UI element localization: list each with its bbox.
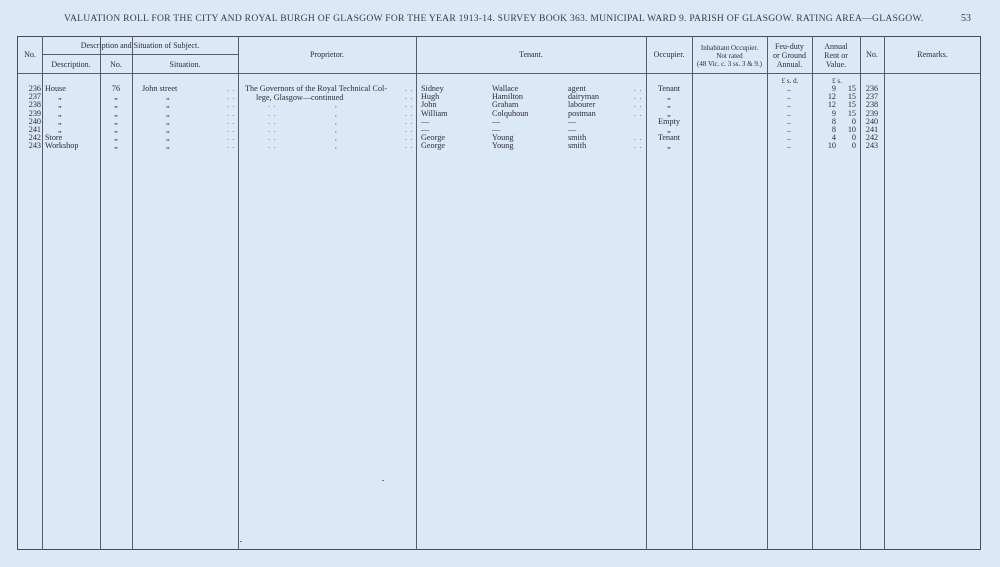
row-description: House: [45, 84, 66, 93]
row-rent-shillings: 0: [851, 116, 856, 126]
row-rent-pounds: 8: [831, 116, 836, 126]
column-rule: [884, 36, 885, 550]
row-rent-shillings: 15: [847, 92, 856, 102]
row-situation: „: [166, 100, 170, 110]
row-number-right: 237: [865, 92, 879, 102]
row-rent-pounds: 12: [827, 100, 836, 110]
leader-dots: . .: [227, 134, 236, 143]
row-occupier: Tenant: [657, 84, 681, 93]
row-tenant-first-name: Hugh: [421, 92, 440, 102]
row-street-number: „: [114, 92, 118, 102]
row-tenant-occupation: smith: [568, 133, 587, 143]
header-bottom-rule: [17, 73, 981, 74]
page-title: VALUATION ROLL FOR THE CITY AND ROYAL BURGH OF GLASGOW FOR THE YEAR 1913-14. SURVEY BOOK 363. MUNICIPAL WARD 9. PARISH OF GLASGOW. RATING AREA—GLASGOW.: [64, 13, 924, 24]
row-number-right: 243: [865, 141, 879, 151]
header-tenant: Tenant.: [519, 50, 543, 59]
row-rent-shillings: 15: [847, 84, 856, 93]
row-street-number: „: [114, 108, 118, 118]
row-number: 241: [28, 125, 41, 134]
leader-dots: . .: [634, 142, 643, 151]
header-feu-line3: Annual.: [776, 60, 803, 69]
rent-currency-label: £ s.: [832, 77, 842, 85]
header-description: Description.: [51, 60, 91, 69]
row-situation: „: [166, 108, 170, 118]
row-number-right: 239: [865, 108, 879, 118]
row-street-number: „: [114, 133, 118, 143]
row-situation: „: [166, 116, 170, 126]
row-occupier: Empty: [658, 116, 680, 126]
row-tenant-first-name: Sidney: [421, 84, 444, 93]
row-feu-duty: ..: [786, 141, 792, 151]
header-occupier: Occupier.: [653, 50, 685, 59]
row-rent-pounds: 9: [831, 108, 836, 118]
leader-dots: . .: [227, 93, 236, 102]
column-rule: [646, 36, 647, 550]
row-number: 236: [28, 84, 41, 93]
row-tenant-first-name: George: [421, 141, 445, 151]
header-situation: Situation.: [169, 60, 201, 69]
feu-currency-label: £ s. d.: [781, 77, 799, 85]
header-inhabitant-line1: Inhabitant Occupier.: [700, 44, 759, 52]
row-number-right: 238: [865, 100, 879, 110]
leader-dots: . .: [227, 85, 236, 93]
column-rule: [812, 36, 813, 550]
row-tenant-surname: Colquhoun: [492, 108, 529, 118]
leader-dots: ,: [335, 126, 338, 134]
row-tenant-surname: Young: [492, 141, 514, 151]
leader-dots: . .: [405, 117, 414, 126]
leader-dots: . .: [405, 93, 414, 102]
row-feu-duty: ..: [786, 116, 792, 126]
page-number: 53: [961, 13, 971, 24]
header-description-group: Description and Situation of Subject.: [80, 41, 200, 50]
leader-dots: . .: [268, 142, 277, 151]
leader-dots: . .: [268, 126, 277, 134]
group-header-rule: [42, 54, 238, 55]
leader-dots: . .: [227, 142, 236, 151]
row-situation: „: [166, 141, 170, 151]
column-rule: [132, 36, 133, 550]
header-feu-line2: or Ground: [772, 51, 807, 60]
leader-dots: ,: [335, 101, 338, 110]
row-number: 237: [28, 92, 41, 102]
row-rent-pounds: 4: [831, 133, 836, 143]
row-tenant-surname: —: [492, 125, 501, 134]
leader-dots: . .: [405, 101, 414, 110]
print-mark: [240, 541, 242, 542]
column-rule: [692, 36, 693, 550]
leader-dots: . .: [227, 117, 236, 126]
column-rule: [100, 36, 101, 550]
row-street-number: 76: [111, 84, 121, 93]
header-proprietor: Proprietor.: [310, 50, 344, 59]
row-tenant-occupation: —: [568, 125, 577, 134]
proprietor-line: lege, Glasgow—continued: [256, 93, 344, 102]
row-street-number: „: [114, 116, 118, 126]
row-tenant-occupation: dairyman: [568, 92, 599, 102]
column-rule: [42, 36, 43, 550]
leader-dots: . .: [405, 142, 414, 151]
leader-dots: . .: [405, 126, 414, 134]
header-rent-line3: Value.: [825, 60, 847, 69]
row-situation: John street: [142, 84, 178, 93]
row-situation: „: [166, 133, 170, 143]
leader-dots: . .: [634, 109, 643, 118]
row-tenant-occupation: postman: [568, 108, 596, 118]
column-rule: [416, 36, 417, 550]
row-situation: „: [166, 125, 170, 134]
row-rent-shillings: 0: [851, 141, 856, 151]
row-occupier: „: [667, 92, 671, 102]
leader-dots: . .: [634, 101, 643, 110]
row-tenant-first-name: George: [421, 133, 445, 143]
row-tenant-surname: Wallace: [492, 84, 519, 93]
row-feu-duty: ..: [786, 84, 792, 93]
header-remarks: Remarks.: [917, 50, 948, 59]
leader-dots: . .: [405, 85, 414, 93]
row-description: „: [58, 92, 62, 102]
row-tenant-occupation: —: [568, 116, 577, 126]
row-tenant-first-name: —: [421, 125, 430, 134]
row-feu-duty: ..: [786, 125, 792, 134]
row-number-right: 242: [865, 133, 879, 143]
row-number: 243: [28, 141, 41, 151]
row-tenant-occupation: agent: [568, 84, 586, 93]
column-rule: [767, 36, 768, 550]
row-tenant-surname: Young: [492, 133, 514, 143]
row-occupier: „: [667, 125, 671, 134]
header-no-right: No.: [866, 50, 878, 59]
row-number: 242: [28, 133, 41, 143]
header-inhabitant-line3: (48 Vic. c. 3 ss. 3 & 9.): [697, 60, 762, 68]
row-description: Workshop: [45, 141, 79, 151]
row-street-number: „: [114, 141, 118, 151]
row-rent-shillings: 15: [847, 108, 856, 118]
row-number: 239: [28, 108, 41, 118]
leader-dots: . .: [227, 109, 236, 118]
column-rule: [860, 36, 861, 550]
leader-dots: . .: [268, 101, 277, 110]
row-number-right: 236: [865, 84, 879, 93]
row-situation: „: [166, 92, 170, 102]
leader-dots: . .: [634, 93, 643, 102]
leader-dots: . .: [634, 85, 643, 93]
row-occupier: Tenant: [657, 133, 681, 143]
row-occupier: „: [667, 141, 671, 151]
header-rent-line2: Rent or: [824, 51, 848, 60]
leader-dots: ,: [335, 134, 338, 143]
leader-dots: ,: [335, 142, 338, 151]
page-header: [0, 13, 1000, 27]
row-description: „: [58, 116, 62, 126]
row-feu-duty: ..: [786, 108, 792, 118]
leader-dots: . .: [268, 117, 277, 126]
column-rule: [238, 36, 239, 550]
leader-dots: . .: [268, 134, 277, 143]
leader-dots: ,: [335, 117, 338, 126]
proprietor-line: The Governors of the Royal Technical Col-: [245, 84, 388, 93]
leader-dots: . .: [405, 134, 414, 143]
row-tenant-first-name: William: [421, 108, 448, 118]
header-feu-line1: Feu-duty: [775, 42, 804, 51]
leader-dots: . .: [405, 109, 414, 118]
row-description: Store: [45, 133, 63, 143]
row-rent-pounds: 10: [827, 141, 836, 151]
row-tenant-occupation: labourer: [568, 100, 596, 110]
row-rent-shillings: 15: [847, 100, 856, 110]
row-occupier: „: [667, 108, 671, 118]
row-number-right: 240: [865, 116, 879, 126]
leader-dots: ,: [335, 109, 338, 118]
row-description: „: [58, 100, 62, 110]
row-tenant-surname: Graham: [492, 100, 519, 110]
header-inhabitant-line2: Not rated: [716, 52, 743, 60]
row-tenant-surname: —: [492, 116, 501, 126]
row-feu-duty: ..: [786, 100, 792, 110]
leader-dots: . .: [268, 109, 277, 118]
leader-dots: . .: [634, 134, 643, 143]
print-mark: [382, 480, 384, 481]
header-no: No.: [24, 50, 36, 59]
row-rent-shillings: 10: [847, 125, 856, 134]
row-street-number: „: [114, 100, 118, 110]
row-occupier: „: [667, 100, 671, 110]
row-number: 240: [28, 116, 41, 126]
row-tenant-first-name: John: [421, 100, 437, 110]
row-number-right: 241: [865, 125, 879, 134]
leader-dots: . .: [227, 126, 236, 134]
row-tenant-surname: Hamilton: [492, 92, 523, 102]
leader-dots: . .: [227, 101, 236, 110]
row-description: „: [58, 125, 62, 134]
row-tenant-first-name: —: [421, 116, 430, 126]
row-rent-pounds: 9: [831, 84, 836, 93]
row-feu-duty: ..: [786, 92, 792, 102]
row-number: 238: [28, 100, 41, 110]
row-rent-pounds: 8: [831, 125, 836, 134]
header-number: No.: [110, 60, 122, 69]
header-rent-line1: Annual: [824, 42, 848, 51]
row-description: „: [58, 108, 62, 118]
row-rent-shillings: 0: [851, 133, 856, 143]
row-rent-pounds: 12: [827, 92, 836, 102]
row-tenant-occupation: smith: [568, 141, 587, 151]
row-feu-duty: ..: [786, 133, 792, 143]
row-street-number: „: [114, 125, 118, 134]
